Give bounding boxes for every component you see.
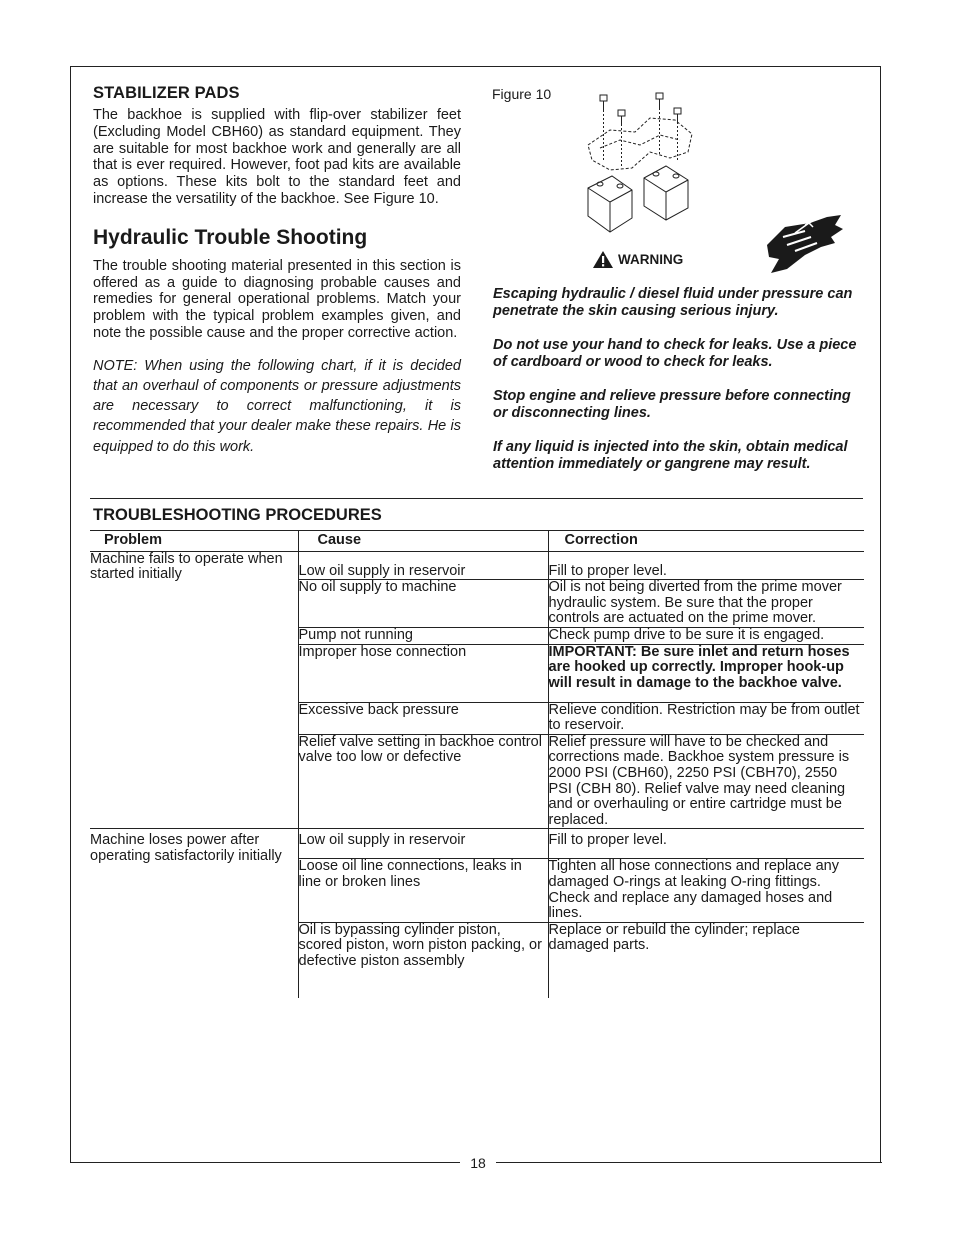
warning-paragraph: Escaping hydraulic / diesel fluid under pressure can penetrate the skin causing serious injury. bbox=[493, 286, 853, 319]
cause-cell: Improper hose connection bbox=[298, 644, 548, 702]
hydraulic-heading: Hydraulic Trouble Shooting bbox=[93, 225, 368, 249]
troubleshooting-heading: TROUBLESHOOTING PROCEDURES bbox=[93, 506, 382, 524]
figure-label: Figure 10 bbox=[492, 86, 552, 102]
troubleshooting-table bbox=[90, 530, 864, 998]
correction-cell: Tighten all hose connections and replace any damaged O-rings at leaking O-ring fittings. Check and replace any damaged hoses and lines. bbox=[548, 859, 864, 922]
cause-cell: Excessive back pressure bbox=[298, 702, 548, 734]
page-number: 18 bbox=[470, 1155, 486, 1171]
stabilizer-text: The backhoe is supplied with flip-over stabilizer feet (Excluding Model CBH60) as standard equipment. They are suitable for most backhoe work and generally are all that is ever required. However, foot pad kits are available as options. These kits bolt to the standard feet and increase the versatility of the backhoe. See Figure 10. bbox=[93, 107, 461, 207]
problem-cell: Machine loses power after operating satisfactorily initially bbox=[90, 829, 298, 998]
cause-cell: Oil is bypassing cylinder piston, scored piston, worn piston packing, or defective piston assembly bbox=[298, 922, 548, 998]
warning-triangle-icon bbox=[592, 250, 614, 269]
cause-cell: Low oil supply in reservoir bbox=[298, 829, 548, 859]
correction-cell: Relief pressure will have to be checked and corrections made. Backhoe system pressure is 2000 PSI (CBH60), 2250 PSI (CBH70), 2550 PSI (CBH 80). Relief valve may need cleaning and or overhauling or entire cartridge must be replaced. bbox=[548, 734, 864, 829]
column-header-problem: Problem bbox=[90, 531, 298, 552]
warning-text-block bbox=[493, 286, 865, 490]
hydraulic-text: The trouble shooting material presented in this section is offered as a guide to diagnosing probable causes and remedies for general operational problems. Match your problem with the typical problem examples given, and note the possible cause and the proper corrective action. bbox=[93, 257, 461, 341]
left-column bbox=[93, 84, 461, 457]
table-row bbox=[90, 829, 864, 859]
hydraulic-note: NOTE: When using the following chart, if it is decided that an overhaul of components or pressure adjustments are necessary to correct malfunctioning, it is recommended that your dealer make these repairs. He is equipped to do this work. bbox=[93, 357, 461, 455]
correction-cell-important: IMPORTANT: Be sure inlet and return hoses are hooked up correctly. Improper hook-up will result in damage to the backhoe valve. bbox=[548, 644, 864, 702]
warning-paragraph: If any liquid is injected into the skin, obtain medical attention immediately or gangrene may result. bbox=[493, 439, 848, 472]
cause-cell: Pump not running bbox=[298, 627, 548, 644]
bolt-icon bbox=[600, 93, 681, 126]
column-header-cause: Cause bbox=[298, 531, 548, 552]
table-header-row bbox=[90, 531, 864, 552]
correction-cell: Fill to proper level. bbox=[548, 829, 864, 859]
warning-banner bbox=[592, 250, 683, 269]
correction-cell: Relieve condition. Restriction may be from outlet to reservoir. bbox=[548, 702, 864, 734]
correction-cell: Fill to proper level. bbox=[548, 551, 864, 580]
stabilizer-pad-illustration bbox=[580, 90, 710, 235]
warning-paragraph: Do not use your hand to check for leaks. Use a piece of cardboard or wood to check for leaks. bbox=[493, 337, 857, 370]
stabilizer-heading: STABILIZER PADS bbox=[93, 84, 240, 102]
footer-rule-right bbox=[496, 1162, 882, 1163]
warning-label: WARNING bbox=[618, 252, 684, 267]
cause-cell: No oil supply to machine bbox=[298, 580, 548, 628]
fluid-injection-hazard-icon bbox=[765, 215, 845, 273]
cause-cell: Low oil supply in reservoir bbox=[298, 551, 548, 580]
cause-cell: Relief valve setting in backhoe control valve too low or defective bbox=[298, 734, 548, 829]
warning-paragraph: Stop engine and relieve pressure before connecting or disconnecting lines. bbox=[493, 388, 851, 421]
column-header-correction: Correction bbox=[548, 531, 864, 552]
correction-cell: Check pump drive to be sure it is engaged. bbox=[548, 627, 864, 644]
footer-rule-left bbox=[70, 1162, 460, 1163]
cause-cell: Loose oil line connections, leaks in line or broken lines bbox=[298, 859, 548, 922]
table-row bbox=[90, 551, 864, 580]
correction-cell: Oil is not being diverted from the prime mover hydraulic system. Be sure that the proper controls are actuated on the prime mover. bbox=[548, 580, 864, 628]
correction-cell: Replace or rebuild the cylinder; replace damaged parts. bbox=[548, 921, 800, 954]
section-divider bbox=[90, 498, 863, 499]
problem-cell: Machine fails to operate when started initially bbox=[90, 551, 298, 829]
